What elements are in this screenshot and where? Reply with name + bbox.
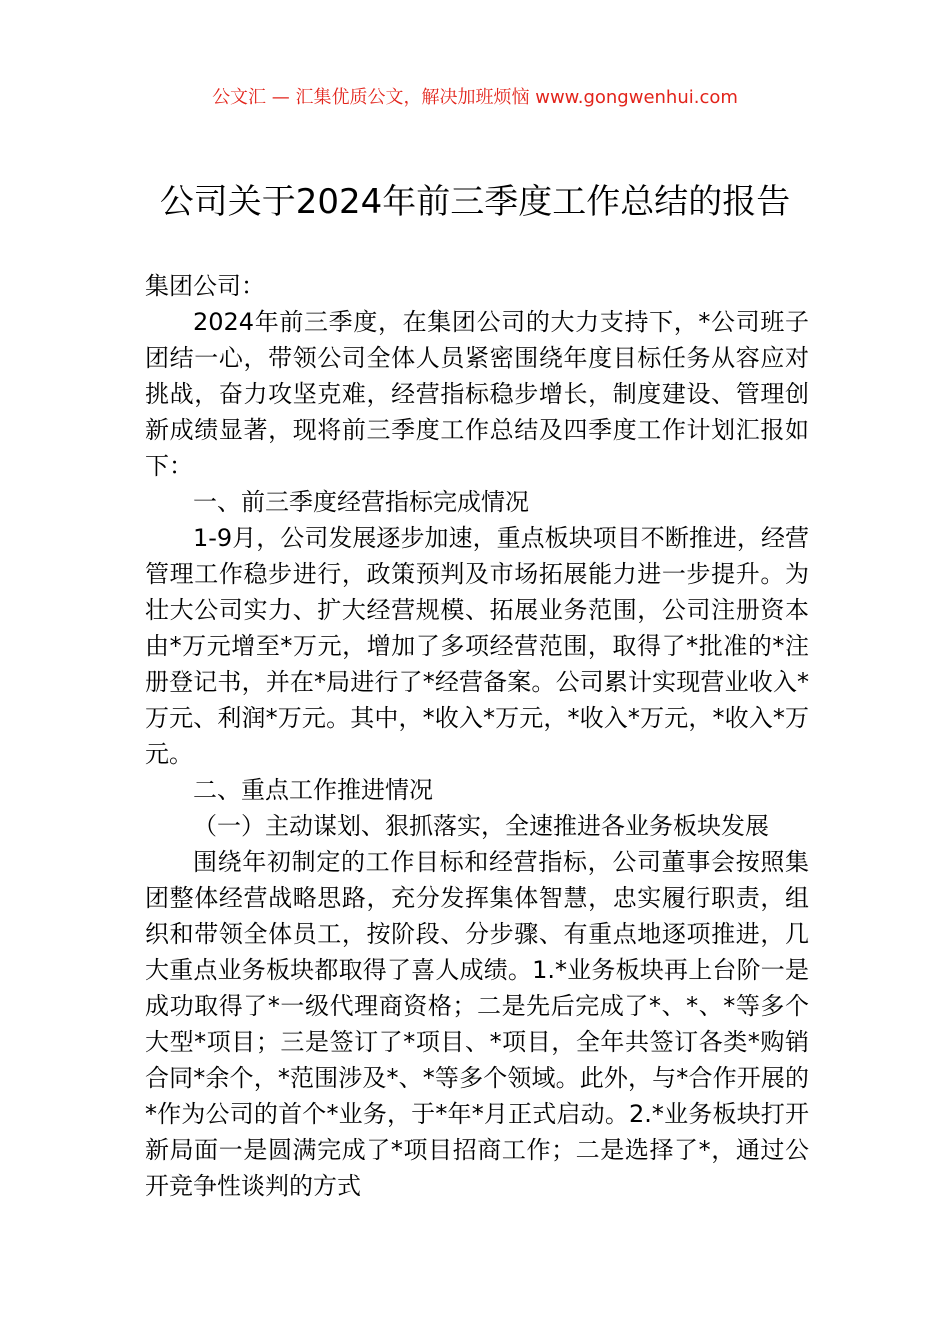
- document-body: [145, 268, 809, 1204]
- site-banner[interactable]: 公文汇 — 汇集优质公文，解决加班烦恼 www.gongwenhui.com: [212, 87, 738, 108]
- document-title: 公司关于2024年前三季度工作总结的报告: [159, 182, 791, 222]
- subsection-heading-1: （一）主动谋划、狠抓落实，全速推进各业务板块发展: [193, 812, 769, 840]
- paragraph-progress: 围绕年初制定的工作目标和经营指标，公司董事会按照集团整体经营战略思路，充分发挥集体智慧，忠实履行职责，组织和带领全体员工，按阶段、分步骤、有重点地逐项推进，几大重点业务板块都取得了喜人成绩。1.*业务板块再上台阶一是成功取得了*一级代理商资格；二是先后完成了*、*、*等多个大型*项目；三是签订了*项目、*项目，全年共签订各类*购销合同*余个，*范围涉及*、*等多个领域。此外，与*合作开展的*作为公司的首个*业务，于*年*月正式启动。2.*业务板块打开新局面一是圆满完成了*项目招商工作；二是选择了*，通过公开竞争性谈判的方式: [145, 848, 809, 1200]
- paragraph-intro: 2024年前三季度，在集团公司的大力支持下，*公司班子团结一心，带领公司全体人员紧密围绕年度目标任务从容应对挑战，奋力攻坚克难，经营指标稳步增长，制度建设、管理创新成绩显著，现将前三季度工作总结及四季度工作计划汇报如下：: [145, 308, 809, 480]
- salutation: 集团公司：: [145, 272, 265, 300]
- section-heading-2: 二、重点工作推进情况: [193, 776, 433, 804]
- section-heading-1: 一、前三季度经营指标完成情况: [193, 488, 529, 516]
- paragraph-indicators: 1-9月，公司发展逐步加速，重点板块项目不断推进，经营管理工作稳步进行，政策预判及市场拓展能力进一步提升。为壮大公司实力、扩大经营规模、拓展业务范围，公司注册资本由*万元增至*万元，增加了多项经营范围，取得了*批准的*注册登记书，并在*局进行了*经营备案。公司累计实现营业收入*万元、利润*万元。其中，*收入*万元，*收入*万元，*收入*万元。: [145, 524, 809, 768]
